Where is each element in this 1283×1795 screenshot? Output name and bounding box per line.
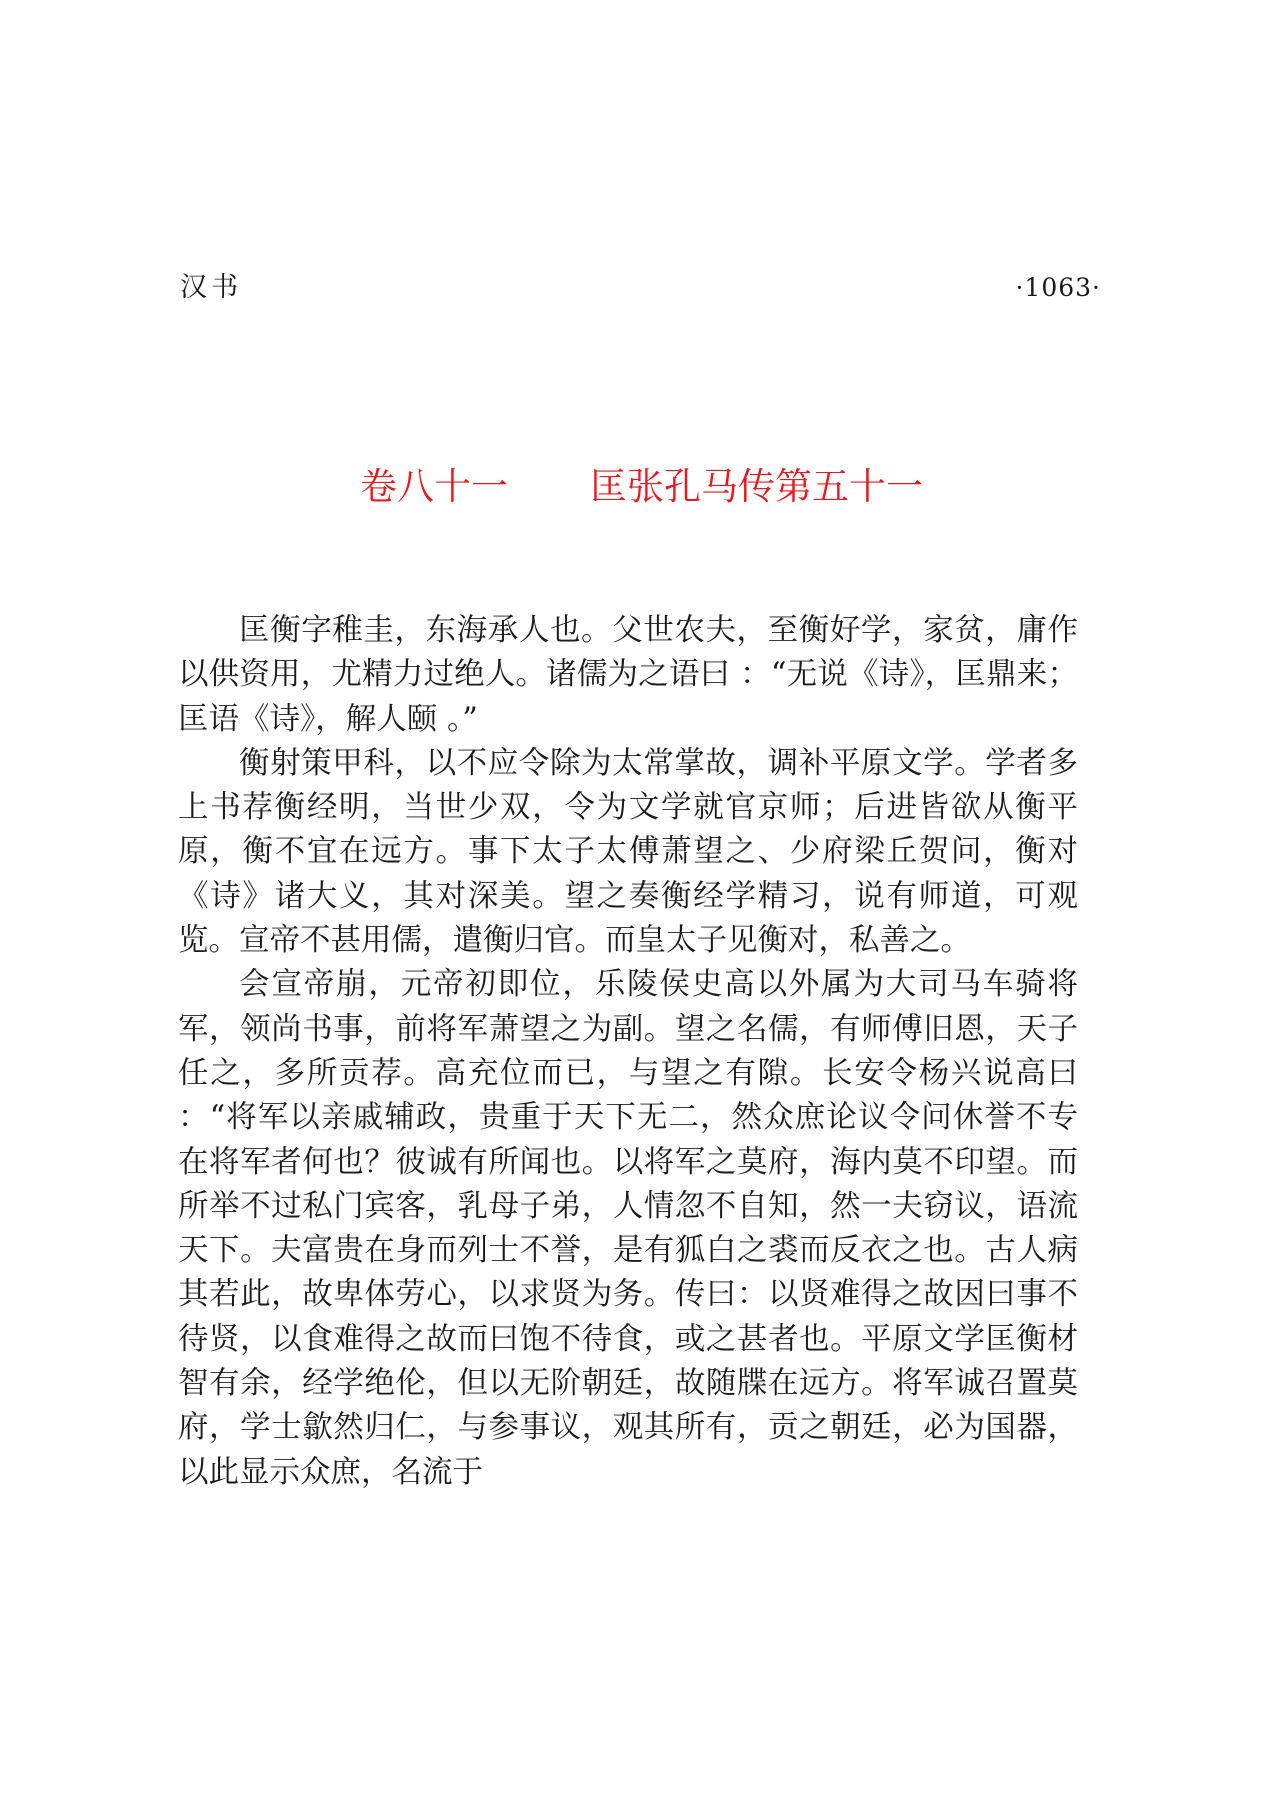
paragraph: 匡衡字稚圭，东海承人也。父世农夫，至衡好学，家贫，庸作以供资用，尤精力过绝人。诸儒为之语曰 ：“无说《诗》，匡鼎来；匡语《诗》，解人颐 。” — [178, 613, 1078, 737]
page-number: ·1063· — [1015, 273, 1101, 302]
paragraph: 衡射策甲科，以不应令除为太常掌故，调补平原文学。学者多上书荐衡经明，当世少双，令为文学就官京师；后进皆欲从衡平原，衡不宜在远方。事下太子太傅萧望之、少府梁丘贺问，衡对《诗》诸大义，其对深美。望之奏衡经学精习，说有师道，可观览。宣帝不甚用儒，遣衡归官。而皇太子见衡对，私善之。 — [178, 745, 1078, 959]
chapter-title — [0, 462, 1283, 512]
chapter-volume: 卷八十一 — [360, 465, 508, 508]
chapter-name: 匡张孔马传第五十一 — [590, 465, 923, 508]
running-header — [180, 268, 1101, 308]
book-name: 汉书 — [180, 272, 242, 303]
body-text — [178, 609, 1078, 1495]
paragraph: 会宣帝崩，元帝初即位，乐陵侯史高以外属为大司马车骑将军，领尚书事，前将军萧望之为副。望之名儒，有师傅旧恩，天子任之，多所贡荐。高充位而已，与望之有隙。长安令杨兴说高曰 ：“将军以亲戚辅政，贵重于天下无二，然众庶论议令问休誉不专在将军者何也？彼诚有所闻也。以将军之莫府，海内莫不印望。而所举不过私门宾客，乳母子弟，人情忽不自知，然一夫窃议，语流天下。夫富贵在身而列士不誉，是有狐白之裘而反衣之也。古人病其若此，故卑体劳心，以求贤为务。传曰：以贤难得之故因曰事不待贤，以食难得之故而曰饱不待食，或之甚者也。平原文学匡衡材智有余，经学绝伦，但以无阶朝廷，故随牒在远方。将军诚召置莫府，学士歙然归仁，与参事议，观其所有，贡之朝廷，必为国器，以此显示众庶，名流于 — [178, 967, 1078, 1490]
